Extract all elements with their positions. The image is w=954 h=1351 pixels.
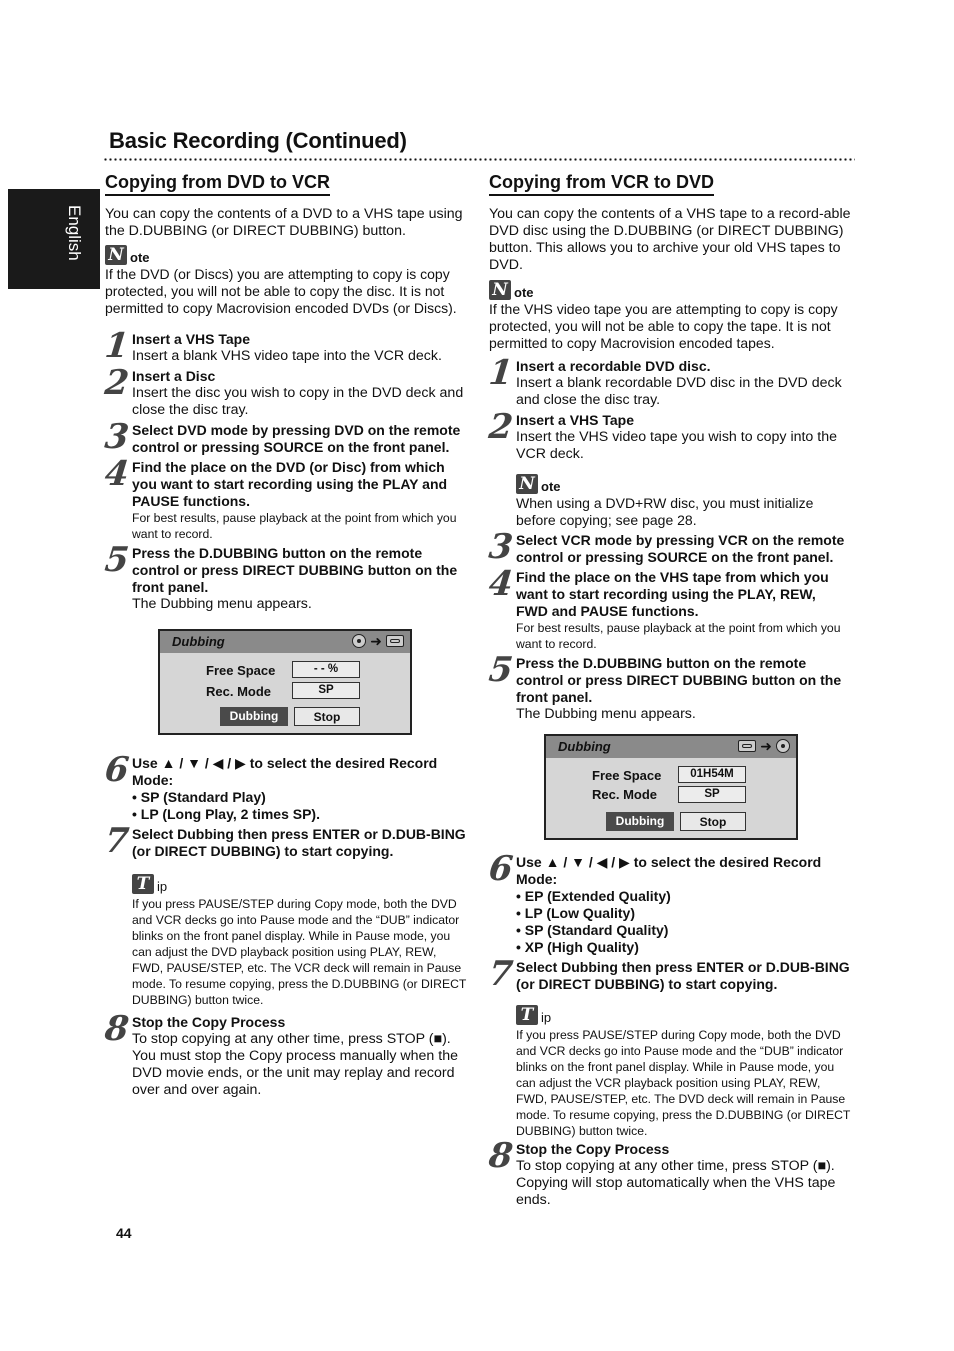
step-title: Select DVD mode by pressing DVD on the remote control or pressing SOURCE on the front panel.	[132, 422, 461, 455]
step-title: Select Dubbing then press ENTER or D.DUB-BING (or DIRECT DUBBING) to start copying.	[516, 959, 850, 992]
step-3	[486, 527, 851, 567]
dubbing-menu	[544, 734, 798, 840]
free-space-label: Free Space	[592, 768, 662, 783]
step-text: Insert a blank recordable DVD disc in the DVD deck and close the disc tray.	[516, 375, 842, 408]
free-space-value: 01H54M	[678, 766, 746, 783]
record-mode-option: • SP (Standard Quality)	[516, 922, 669, 938]
step-1	[102, 326, 467, 366]
section-title: Copying from DVD to VCR	[105, 172, 330, 196]
step-number: 1	[102, 326, 131, 366]
step-number: 5	[486, 650, 515, 690]
tip-text: If you press PAUSE/STEP during Copy mode, both the DVD and VCR decks go into Pause mode and the “DUB” indicator blinks on the front panel display. While in Pause mode, you can adjust the DVD playback position using PLAY, REW, FWD, PAUSE/STEP, etc. The VCR deck will remain in Pause mode. To resume copying, press the D.DUBBING (or DIRECT DUBBING) button twice.	[132, 897, 467, 1007]
stop-button[interactable]: Stop	[294, 707, 360, 726]
step-text: The Dubbing menu appears.	[132, 596, 312, 612]
step-title: Press the D.DUBBING button on the remote control or press DIRECT DUBBING button on the front panel.	[516, 655, 842, 705]
step-text: The Dubbing menu appears.	[516, 706, 696, 722]
step-title: Use ▲ / ▼ / ◀ / ▶ to select the desired Record Mode:	[132, 755, 438, 788]
note-text: When using a DVD+RW disc, you must initialize before copying; see page 28.	[516, 495, 814, 528]
step-5	[102, 540, 467, 613]
step-number: 3	[486, 527, 515, 567]
section-title: Copying from VCR to DVD	[489, 172, 714, 196]
step-6	[486, 849, 851, 956]
tip-heading	[132, 874, 467, 894]
step-number: 8	[102, 1009, 131, 1049]
step-hint: For best results, pause playback at the point from which you want to record.	[516, 621, 841, 651]
tip-label: ip	[157, 879, 168, 894]
step-4	[486, 564, 851, 652]
section-dvd-to-vcr	[102, 172, 467, 1099]
step-title: Use ▲ / ▼ / ◀ / ▶ to select the desired Record Mode:	[516, 854, 822, 887]
arrow-right-icon: ➜	[370, 633, 382, 649]
tip-text: If you press PAUSE/STEP during Copy mode, both the DVD and VCR decks go into Pause mode and the “DUB” indicator blinks on the front panel display. While in Pause mode, you can adjust the VCR playback position using PLAY, REW, FWD, PAUSE/STEP, etc. The DVD deck will remain in Pause mode. To resume copying, press the D.DUBBING (or DIRECT DUBBING) button twice.	[516, 1028, 851, 1138]
note-text: If the VHS video tape you are attempting to copy is copy protected, you will not be able to copy the tape. It is not permitted to copy Macrovision encoded tapes.	[489, 301, 838, 351]
note-icon: N	[516, 474, 538, 494]
tip-icon: T	[132, 874, 154, 894]
record-mode-option: • XP (High Quality)	[516, 939, 639, 955]
step-number: 7	[486, 954, 515, 994]
note-icon: N	[489, 280, 511, 300]
arrow-right-icon: ➜	[760, 738, 772, 754]
step-1	[486, 353, 851, 409]
step-title: Find the place on the DVD (or Disc) from which you want to start recording using the PLAY and PAUSE functions.	[132, 459, 448, 509]
step-number: 3	[102, 417, 131, 457]
step-8	[102, 1009, 467, 1099]
step-7	[102, 821, 467, 861]
step-number: 8	[486, 1136, 515, 1176]
step-number: 1	[486, 353, 515, 393]
step-number: 5	[102, 540, 131, 580]
language-tab-label: English	[65, 205, 84, 261]
step-3	[102, 417, 467, 457]
step-number: 2	[486, 407, 515, 447]
rec-mode-label: Rec. Mode	[206, 684, 272, 699]
record-mode-option: • SP (Standard Play)	[132, 789, 266, 805]
page-number: 44	[116, 1225, 132, 1241]
dubbing-button[interactable]: Dubbing	[220, 707, 288, 726]
step-text: To stop copying at any other time, press STOP (■). Copying will stop automatically when the VHS tape ends.	[516, 1158, 836, 1208]
step-title: Stop the Copy Process	[132, 1014, 286, 1030]
dubbing-direction	[352, 634, 404, 648]
step-number: 7	[102, 821, 131, 861]
tape-icon	[738, 740, 756, 752]
rec-mode-value[interactable]: SP	[678, 786, 746, 803]
record-mode-option: • LP (Long Play, 2 times SP).	[132, 806, 320, 822]
note-label: ote	[130, 250, 150, 265]
step-4	[102, 454, 467, 542]
step-2	[102, 363, 467, 419]
step-6	[102, 750, 467, 823]
record-mode-option: • LP (Low Quality)	[516, 905, 635, 921]
note-text: If the DVD (or Discs) you are attempting to copy is copy protected, you will not be able to copy the disc. It is not permitted to copy Macrovision encoded DVDs (or Discs).	[105, 266, 457, 316]
step-title: Select Dubbing then press ENTER or D.DUB-BING (or DIRECT DUBBING) to start copying.	[132, 826, 466, 859]
tip-icon: T	[516, 1005, 538, 1025]
dubbing-menu-header	[546, 736, 796, 758]
step-title: Press the D.DUBBING button on the remote control or press DIRECT DUBBING button on the front panel.	[132, 545, 458, 595]
note-icon: N	[105, 245, 127, 265]
step-text: Insert the disc you wish to copy in the DVD deck and close the disc tray.	[132, 385, 464, 418]
dubbing-menu-title: Dubbing	[558, 739, 611, 754]
step-number: 2	[102, 363, 131, 403]
dubbing-menu-title: Dubbing	[172, 634, 225, 649]
intro-text: You can copy the contents of a VHS tape to a record-able DVD disc using the D.DUBBING (or DIRECT DUBBING) button. This allows you to archive your old VHS tapes to DVD.	[489, 206, 851, 273]
stop-button[interactable]: Stop	[680, 812, 746, 831]
step-title: Stop the Copy Process	[516, 1141, 670, 1157]
note-heading	[105, 245, 467, 265]
tip-label: ip	[541, 1010, 552, 1025]
step-title: Insert a Disc	[132, 368, 216, 384]
note-heading	[489, 280, 851, 300]
step-text: Insert the VHS video tape you wish to copy into the VCR deck.	[516, 429, 837, 462]
disc-icon	[776, 739, 790, 753]
step-number: 6	[102, 750, 131, 790]
rec-mode-value[interactable]: SP	[292, 682, 360, 699]
tip-heading	[516, 1005, 851, 1025]
dubbing-menu-header	[160, 631, 410, 653]
language-tab	[8, 189, 100, 289]
dubbing-button[interactable]: Dubbing	[606, 812, 674, 831]
page-title: Basic Recording (Continued)	[109, 128, 407, 153]
note-label: ote	[514, 285, 534, 300]
step-number: 4	[486, 564, 515, 604]
step-number: 4	[102, 454, 131, 494]
section-vcr-to-dvd	[486, 172, 851, 1209]
intro-text: You can copy the contents of a DVD to a VHS tape using the D.DUBBING (or DIRECT DUBBING) button.	[105, 206, 463, 239]
free-space-value: - - %	[292, 661, 360, 678]
step-7	[486, 954, 851, 994]
step-title: Select VCR mode by pressing VCR on the remote control or pressing SOURCE on the front panel.	[516, 532, 845, 565]
step-hint: For best results, pause playback at the point from which you want to record.	[132, 511, 457, 541]
tape-icon	[386, 635, 404, 647]
title-divider	[103, 158, 855, 161]
step-8	[486, 1136, 851, 1209]
dubbing-menu	[158, 629, 412, 735]
disc-icon	[352, 634, 366, 648]
record-mode-option: • EP (Extended Quality)	[516, 888, 671, 904]
dubbing-direction	[738, 739, 790, 753]
rec-mode-label: Rec. Mode	[592, 787, 658, 802]
step-title: Insert a VHS Tape	[516, 412, 635, 428]
step-text: Insert a blank VHS video tape into the VCR deck.	[132, 348, 442, 364]
note-label: ote	[541, 479, 561, 494]
step-title: Find the place on the VHS tape from which you want to start recording using the PLAY, REW, FWD and PAUSE functions.	[516, 569, 829, 619]
step-5	[486, 650, 851, 723]
step-number: 6	[486, 849, 515, 889]
tip-block	[105, 874, 467, 1008]
tip-block	[489, 1005, 851, 1139]
note-heading	[516, 474, 851, 494]
step-2	[486, 407, 851, 529]
free-space-label: Free Space	[206, 663, 276, 678]
step-title: Insert a recordable DVD disc.	[516, 358, 711, 374]
step-text: To stop copying at any other time, press STOP (■). You must stop the Copy process manually when the DVD movie ends, or the unit may replay and record over and over again.	[132, 1031, 458, 1098]
step-title: Insert a VHS Tape	[132, 331, 251, 347]
